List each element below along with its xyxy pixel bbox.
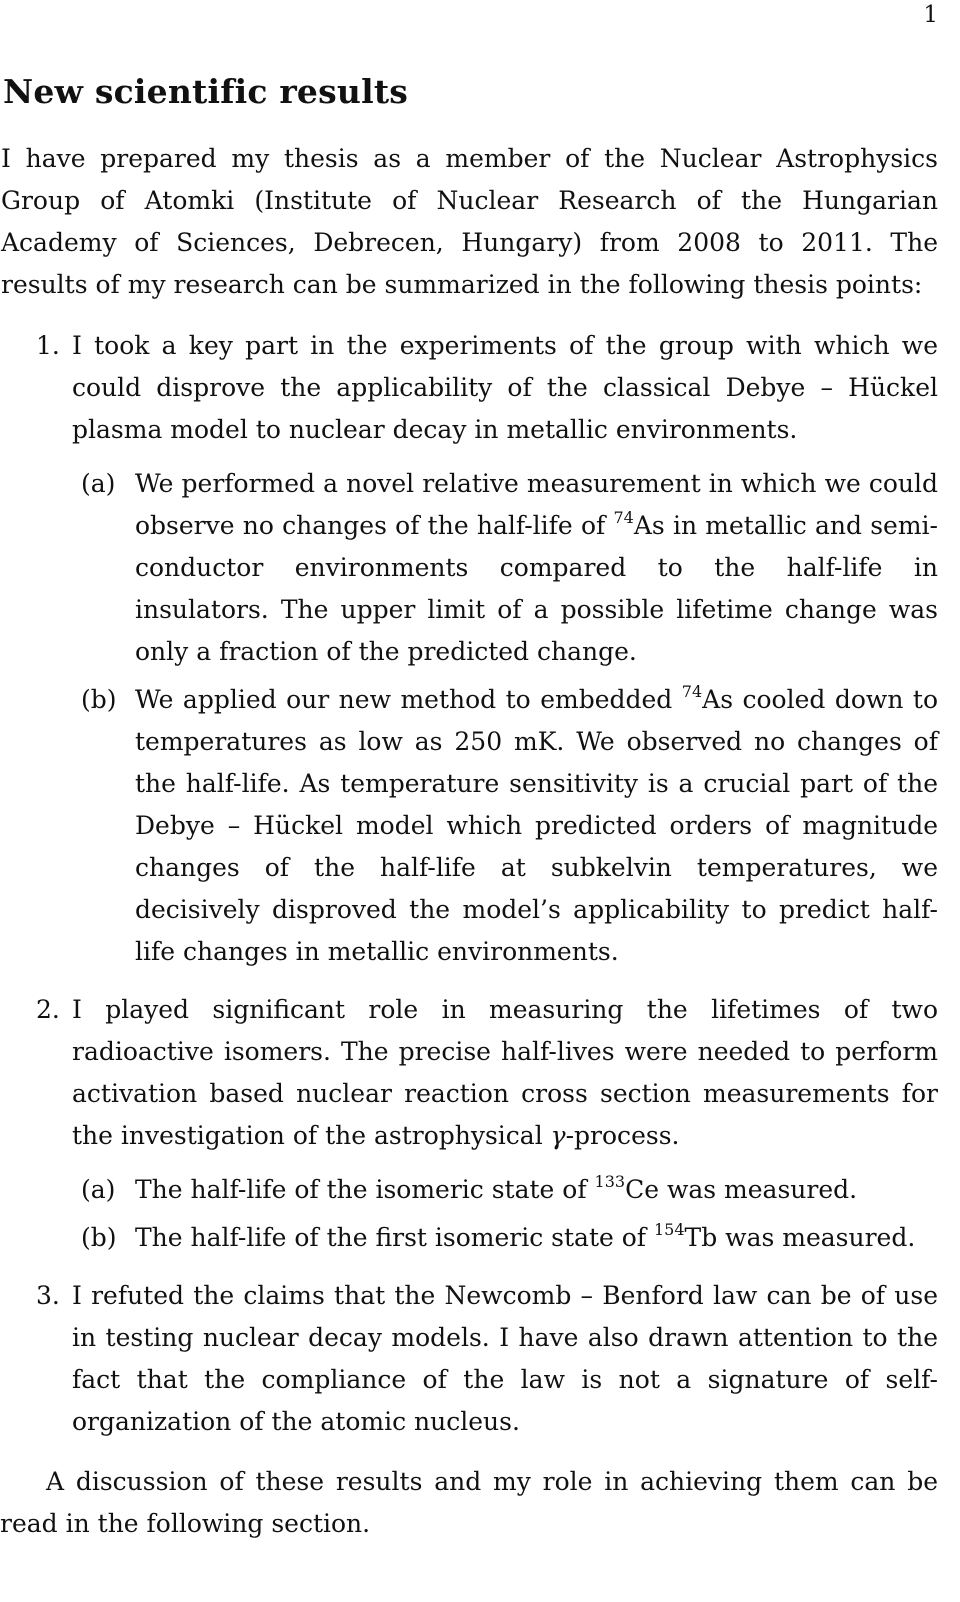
sub-point-text bbox=[135, 1217, 938, 1259]
sub-point-text bbox=[135, 1169, 938, 1211]
point-text-pre: I played significant role in measuring the lifetimes of two radioactive isomers. The precise half-lives were needed to perform activation based nuclear reaction cross section measurements for the investigation of the astrophysical bbox=[72, 995, 938, 1150]
point-text: I took a key part in the experiments of the group with which we could disprove the applicability of the classical Debye – Hückel plasma model to nuclear decay in metallic environments. bbox=[72, 331, 938, 444]
sub-point-text-pre: We performed a novel relative measurement in which we could observe no changes of the half-life of bbox=[135, 469, 938, 540]
sub-point-1a bbox=[72, 463, 938, 673]
point-text: I refuted the claims that the Newcomb – Benford law can be of use in testing nuclear decay models. I have also drawn attention to the fact that the compliance of the law is not a signature of self-organization of the atomic nucleus. bbox=[72, 1281, 938, 1436]
sub-point-text-post: As in metallic and semi- conductor environments compared to the half-life in insulators. The upper limit of a possible lifetime change was only a fraction of the predicted change. bbox=[135, 511, 938, 666]
sub-points-list bbox=[72, 1169, 938, 1259]
isotope-mass-number: 133 bbox=[594, 1172, 626, 1191]
page-number: 1 bbox=[923, 2, 938, 28]
isotope-mass-number: 74 bbox=[613, 508, 634, 527]
thesis-points-list bbox=[0, 325, 938, 1443]
section-title: New scientific results bbox=[3, 72, 409, 111]
sub-point-text-pre: The half-life of the first isomeric state of bbox=[135, 1223, 654, 1252]
sub-point-2b bbox=[72, 1217, 938, 1259]
sub-point-label: (b) bbox=[81, 685, 117, 714]
sub-point-text bbox=[135, 463, 938, 673]
sub-point-text-post: Ce was measured. bbox=[625, 1175, 858, 1204]
sub-point-label: (b) bbox=[81, 1223, 117, 1252]
point-number: 3. bbox=[36, 1281, 60, 1310]
sub-point-1b bbox=[72, 679, 938, 973]
sub-point-label: (a) bbox=[81, 1175, 116, 1204]
isotope-mass-number: 74 bbox=[681, 682, 703, 701]
point-number: 1. bbox=[36, 331, 60, 360]
sub-point-text-pre: We applied our new method to embedded bbox=[135, 685, 682, 714]
sub-point-text bbox=[135, 679, 938, 973]
thesis-point-3 bbox=[0, 1275, 938, 1443]
page-content bbox=[0, 70, 938, 1545]
sub-point-label: (a) bbox=[81, 469, 116, 498]
isotope-mass-number: 154 bbox=[654, 1220, 685, 1239]
sub-point-text-post: Tb was measured. bbox=[684, 1223, 916, 1252]
thesis-point-2 bbox=[0, 989, 938, 1259]
closing-paragraph: A discussion of these results and my role in achieving them can be read in the following section. bbox=[0, 1467, 938, 1538]
thesis-point-1 bbox=[0, 325, 938, 973]
gamma-symbol: γ bbox=[550, 1121, 566, 1150]
sub-point-text-post: As cooled down to temperatures as low as 250 mK. We observed no changes of the half-life. As temperature sensitivity is a crucial part of the Debye – Hückel model which predicted orders of magnitude changes of the half-life at subkelvin temperatures, we decisively disproved the model’s applicability to predict half-life changes in metallic environments. bbox=[135, 685, 938, 966]
point-text bbox=[72, 989, 938, 1157]
point-text-post: -process. bbox=[565, 1121, 680, 1150]
sub-point-text-pre: The half-life of the isomeric state of bbox=[135, 1175, 595, 1204]
intro-paragraph: I have prepared my thesis as a member of the Nuclear Astrophysics Group of Atomki (Institute of Nuclear Research of the Hungarian Academy of Sciences, Debrecen, Hungary) from 2008 to 2011. The results of my research can be summarized in the following thesis points: bbox=[1, 144, 938, 299]
sub-point-2a bbox=[72, 1169, 938, 1211]
sub-points-list bbox=[72, 463, 938, 973]
point-number: 2. bbox=[36, 995, 60, 1024]
